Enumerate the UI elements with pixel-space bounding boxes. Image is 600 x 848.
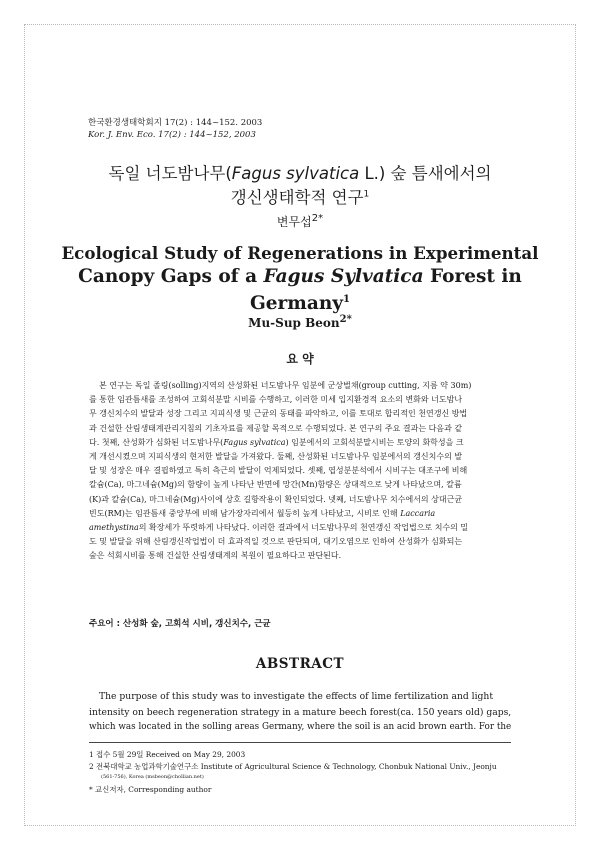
keywords (89, 617, 511, 629)
abstract-line (89, 521, 511, 535)
title-footnote-mark: 1 (363, 189, 370, 200)
footnotes (89, 749, 511, 795)
abstract-line: 본 연구는 독일 졸링(solling)지역의 산성화된 너도밤나무 임분에 군상벌채(group cutting, 지름 약 30m) (99, 381, 472, 390)
abstract-line: 달 및 성장은 매우 결핍하였고 특히 측근의 발달이 억제되었다. 셋째, 엽성분분석에서 시비구는 대조구에 비해 (89, 466, 468, 476)
korean-abstract-heading: 요 약 (286, 352, 314, 366)
korean-author (60, 213, 540, 230)
abstract-line: which was located in the solling areas Germany, where the soil is an acid brown earth. For the (89, 722, 512, 732)
english-title-text: Germany (249, 293, 344, 315)
english-author-name: Mu-Sup Beon (248, 316, 340, 330)
abstract-line: (K)과 칼슘(Ca), 마그네슘(Mg)사이에 상호 길항작용이 확인되었다. 넷째, 너도밤나무 치수에서의 상대근균 (89, 494, 463, 504)
abstract-text: ) 임분에서의 고회석분말시비는 토양의 화학성을 크 (285, 437, 464, 447)
author-footnote-mark: 2* (311, 213, 324, 224)
title-footnote-mark: 1 (343, 294, 351, 305)
korean-title-line2 (60, 184, 540, 208)
korean-author-name: 변무섭 (276, 215, 312, 229)
abstract-line: 게 개선시켰으며 지피식생의 현저한 발달을 가져왔다. 둘째, 산성화된 너도밤나무 임분에서의 갱신치수의 발 (89, 452, 463, 462)
abstract-text: 의 확장세가 뚜렷하게 나타났다. 이러한 결과에서 너도밤나무의 천연갱신 작업법으로 치수의 밀 (138, 523, 469, 533)
footnote-corresponding: * 교신저자, Corresponding author (89, 784, 212, 794)
english-author (60, 314, 540, 330)
abstract-line: The purpose of this study was to investigate the effects of lime fertilization and light (99, 691, 494, 702)
english-title-text: Canopy Gaps of a (78, 266, 264, 287)
korean-title-line1 (60, 160, 540, 184)
english-title-text: Forest in (423, 266, 522, 287)
abstract-line (89, 436, 511, 450)
korean-title-text: 독일 너도밤나무( (108, 164, 232, 183)
abstract-line: 를 통한 임관틈새를 조성하여 고회석분말 시비를 수행하고, 이러한 미세 입지환경적 요소의 변화와 너도밤나 (89, 395, 463, 405)
english-title-species: Fagus Sylvatica (263, 266, 424, 287)
korean-abstract-body (89, 379, 511, 564)
english-title-line3 (60, 288, 540, 315)
korean-title-text: 갱신생태학적 연구 (230, 188, 364, 207)
footnote-affiliation-cont: (561-756), Korea (msbeon@chollian.net) (101, 774, 204, 780)
english-abstract-heading: ABSTRACT (255, 656, 345, 672)
english-title-line1: Ecological Study of Regenerations in Experimental (61, 243, 539, 263)
journal-citation (88, 117, 262, 141)
footnote-affiliation: 2 전북대학교 농업과학기술연구소 Institute of Agricultural Science & Technology, Chonbuk National Univ., Jeonju (89, 761, 497, 771)
journal-citation-ko: 한국환경생태학회지 17(2) : 144~152. 2003 (88, 118, 263, 128)
journal-citation-en: Kor. J. Env. Eco. 17(2) : 144~152, 2003 (88, 130, 256, 140)
abstract-line (89, 507, 511, 521)
abstract-line: 무 갱신치수의 발달과 성장 그리고 지피식생 및 근균의 동태를 파악하고, 이를 토대로 합리적인 천연갱신 방법 (89, 409, 468, 419)
footnote-divider (89, 742, 511, 743)
abstract-species: amethystina (89, 523, 139, 533)
abstract-line: 도 및 발달을 위해 산림갱신작업법이 더 효과적일 것으로 판단되며, 대기오염으로 인하여 산성화가 심화되는 (89, 537, 463, 547)
abstract-text: 다. 첫째, 산성화가 심화된 너도밤나무( (89, 437, 224, 447)
abstract-species: Fagus sylvatica (223, 437, 286, 447)
korean-title-text: L.) 숲 틈새에서의 (359, 164, 492, 183)
keywords-text: 산성화 숲, 고회석 시비, 갱신치수, 근균 (122, 619, 271, 629)
abstract-line: 숲은 석회시비를 통해 건실한 산림생태계의 복원이 필요하다고 판단된다. (89, 551, 342, 561)
author-footnote-mark: 2* (339, 314, 352, 325)
abstract-line: 칼슘(Ca), 마그네슘(Mg)의 함량이 높게 나타난 반면에 망간(Mn)함량은 상대적으로 낮게 나타났으며, 칼륨 (89, 480, 462, 490)
abstract-species: Laccaria (400, 508, 436, 518)
abstract-line: intensity on beech regeneration strategy in a mature beech forest(ca. 150 years old) gaps, (89, 706, 512, 718)
korean-title-species: Fagus sylvatica (231, 164, 360, 183)
keywords-label: 주요어 : (89, 619, 120, 629)
abstract-text: 빈도(RM)는 임관틈새 중앙부에 비해 남가장자리에서 월등히 높게 나타났고, 시비로 인해 (89, 508, 401, 518)
abstract-line: 과 건설한 산림생태계관리지침의 기초자료를 제공할 목적으로 수행되었다. 본 연구의 주요 결과는 다음과 같 (89, 423, 463, 433)
footnote-received: 1 접수 5월 29일 Received on May 29, 2003 (89, 750, 246, 759)
english-title-line2 (60, 265, 540, 288)
english-abstract-body (89, 689, 511, 736)
